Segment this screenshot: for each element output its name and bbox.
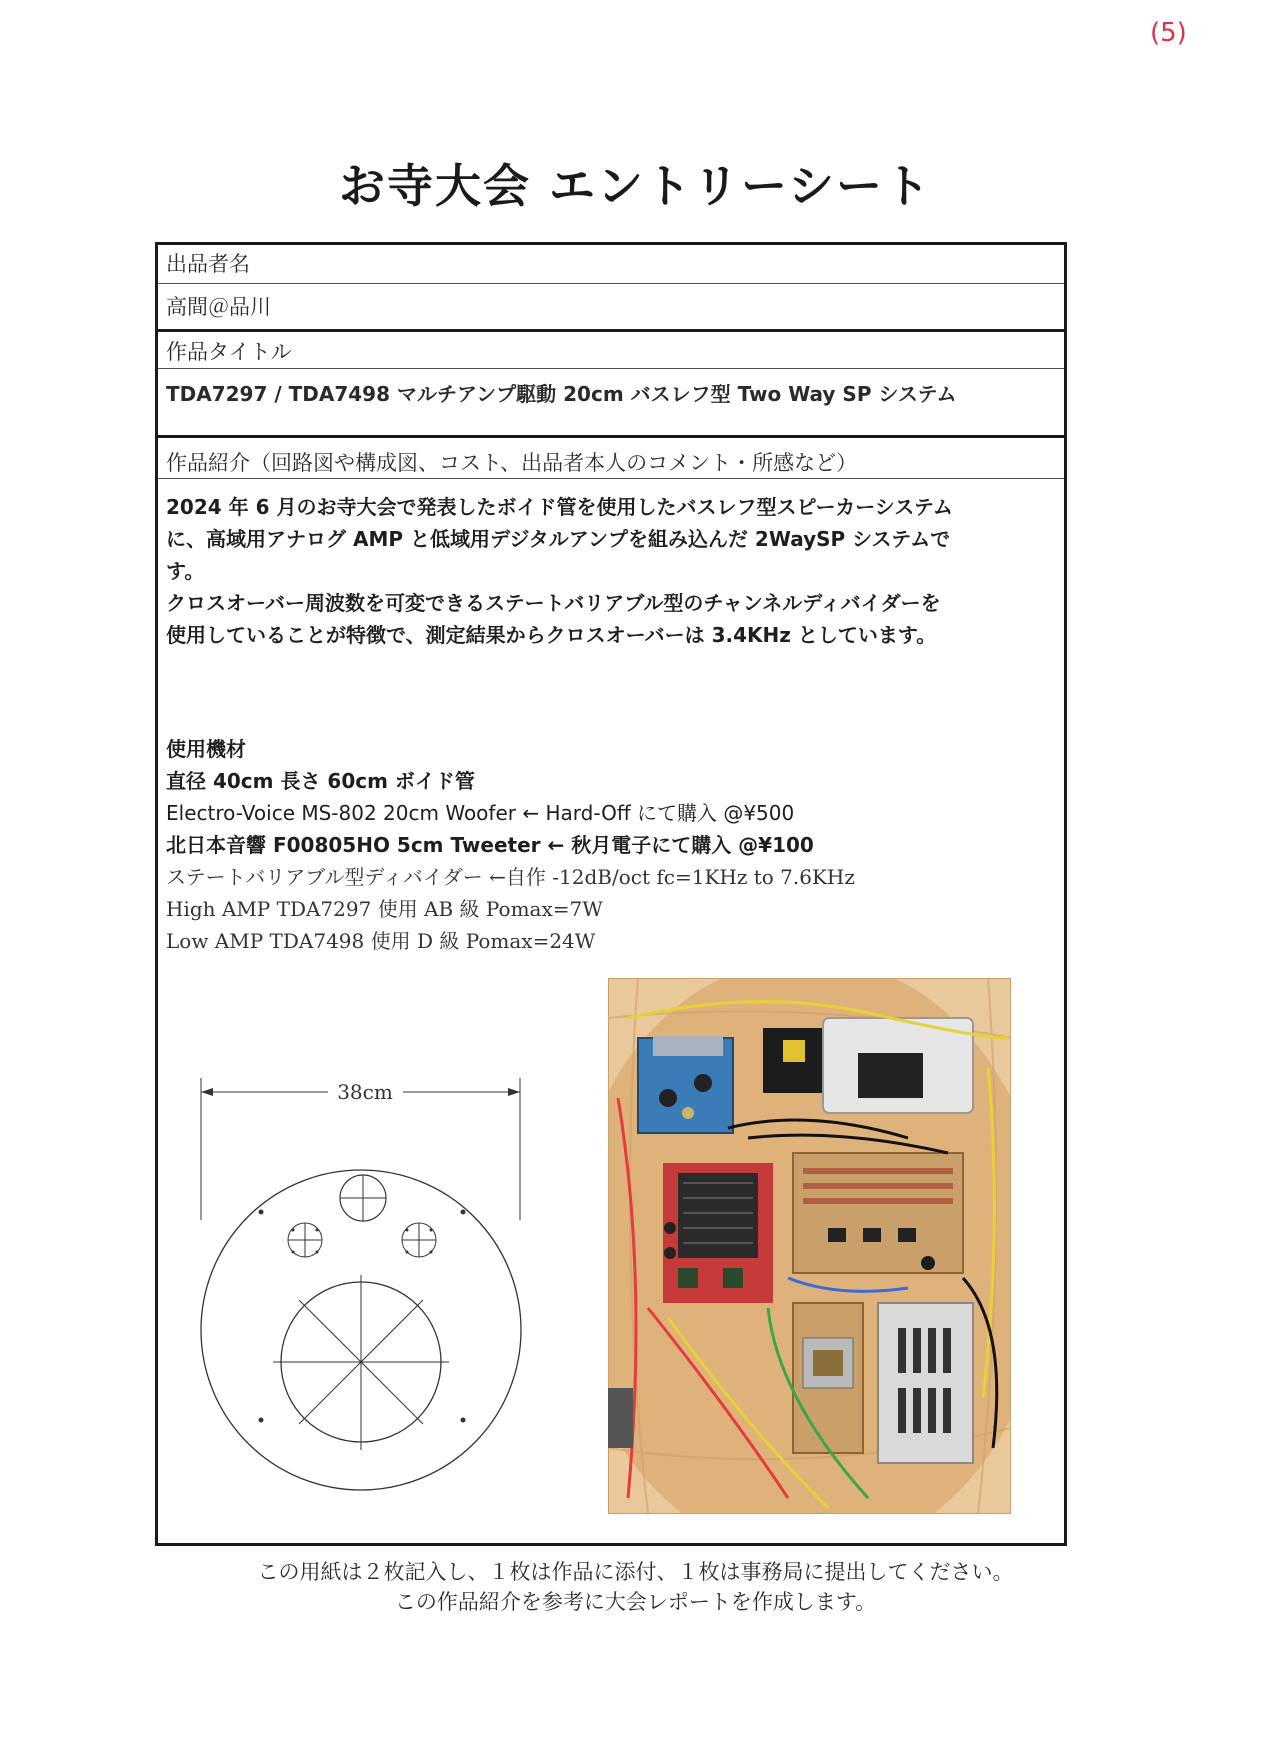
- intro-line: 2024 年 6 月のお寺大会で発表したボイド管を使用したバスレフ型スピーカーシステム: [166, 495, 953, 519]
- exhibitor-value: 高間＠品川: [166, 295, 271, 319]
- footer-instructions: この用紙は２枚記入し、１枚は作品に添付、１枚は事務局に提出してください。: [257, 1560, 1014, 1584]
- equipment-item: 北日本音響 F00805HO 5cm Tweeter ← 秋月電子にて購入 @¥100: [166, 833, 814, 857]
- work-title-value: TDA7297 / TDA7498 マルチアンプ駆動 20cm バスレフ型 Two Way SP システム: [166, 382, 957, 406]
- baffle-drawing: [193, 1070, 593, 1510]
- intro-line: 使用していることが特徴で、測定結果からクロスオーバーは 3.4KHz としています。: [166, 623, 937, 647]
- work-title-label: 作品タイトル: [166, 340, 292, 364]
- exhibitor-label: 出品者名: [166, 252, 250, 276]
- intro-line: に、高域用アナログ AMP と低域用デジタルアンプを組み込んだ 2WaySP システムで: [166, 527, 951, 551]
- intro-text: [166, 491, 1056, 651]
- intro-line: す。: [166, 559, 205, 583]
- circuit-photo: [608, 978, 1011, 1514]
- equipment-list: [166, 733, 1056, 957]
- page-number: (5): [1150, 18, 1187, 48]
- intro-label: 作品紹介（回路図や構成図、コスト、出品者本人のコメント・所感など）: [166, 451, 858, 475]
- page-title: お寺大会 エントリーシート: [338, 159, 933, 213]
- equipment-heading: 使用機材: [166, 737, 246, 761]
- footer-note: この作品紹介を参考に大会レポートを作成します。: [394, 1590, 877, 1614]
- entry-form: [155, 242, 1067, 1546]
- equipment-item: High AMP TDA7297 使用 AB 級 Pomax=7W: [166, 897, 603, 921]
- equipment-item: ステートバリアブル型ディバイダー ←自作 -12dB/oct fc=1KHz to 7.6KHz: [166, 865, 855, 889]
- equipment-item: Electro-Voice MS-802 20cm Woofer ← Hard-Off にて購入 @¥500: [166, 801, 795, 825]
- equipment-item: 直径 40cm 長さ 60cm ボイド管: [166, 769, 475, 793]
- equipment-item: Low AMP TDA7498 使用 D 級 Pomax=24W: [166, 929, 596, 953]
- intro-line: クロスオーバー周波数を可変できるステートバリアブル型のチャンネルディバイダーを: [166, 591, 941, 615]
- dimension-label: 38cm: [337, 1080, 393, 1104]
